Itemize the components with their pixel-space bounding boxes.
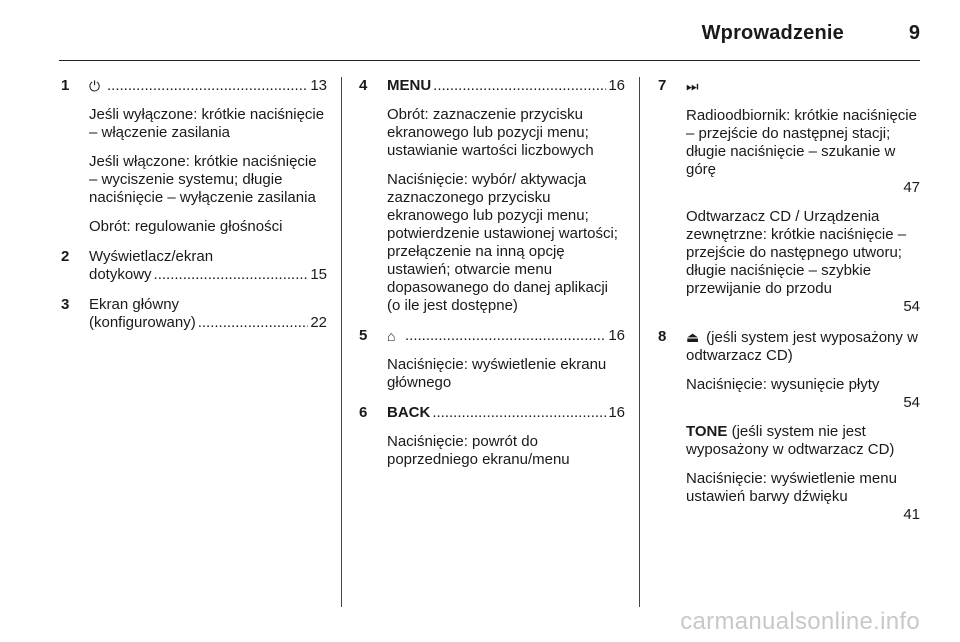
- item-paragraph: [686, 470, 920, 524]
- tone-label: TONE: [686, 423, 728, 440]
- item-paragraph: Naciśnięcie: powrót do poprzedniego ekranu/menu: [387, 433, 570, 468]
- item-text: Ekran główny: [89, 296, 180, 313]
- item-number: 2: [61, 248, 70, 265]
- list-item: [59, 77, 327, 236]
- list-item: [59, 296, 327, 332]
- item-paragraph: [686, 376, 920, 412]
- list-item: [59, 248, 327, 284]
- menu-label: MENU: [387, 77, 432, 94]
- dot-leader: [405, 327, 606, 345]
- home-icon: ⌂: [387, 328, 396, 344]
- list-item: [656, 77, 920, 316]
- list-item: [357, 404, 625, 469]
- item-number: 6: [359, 404, 368, 421]
- item-number: 1: [61, 77, 70, 94]
- page-ref: 16: [608, 77, 625, 94]
- toc-line: [89, 77, 327, 95]
- toc-line: [89, 314, 327, 332]
- page-ref: 54: [903, 394, 920, 411]
- dot-leader: [432, 404, 606, 422]
- next-track-icon: ⏭: [686, 78, 699, 94]
- item-paragraph: Obrót: zaznaczenie przycisku ekranowego lub pozycji menu; ustawianie wartości liczbowych: [387, 106, 594, 159]
- page-ref: 47: [903, 179, 920, 196]
- watermark: carmanualsonline.info: [680, 608, 920, 635]
- dot-leader: [154, 266, 309, 284]
- column-1: [59, 77, 327, 344]
- item-paragraph: [686, 208, 920, 316]
- list-item: [357, 77, 625, 315]
- item-paragraph: Naciśnięcie: wyświetlenie ekranu głównego: [387, 356, 607, 391]
- page-title: Wprowadzenie: [701, 22, 844, 44]
- column-3: [656, 77, 920, 536]
- item-number: 5: [359, 327, 368, 344]
- item-text: (jeśli system nie jest wyposażony w odtwarzacz CD): [686, 423, 895, 458]
- item-text: Naciśnięcie: wysunięcie płyty: [686, 376, 880, 393]
- dot-leader: [198, 314, 309, 332]
- page-ref: 41: [903, 506, 920, 523]
- item-text: Radioodbiornik: krótkie naciśnięcie – przejście do następnej stacji; długie naciśnięcie – szukanie w górę: [686, 107, 917, 178]
- dot-leader: [107, 77, 308, 95]
- item-text: (jeśli system jest wyposażony w odtwarzacz CD): [686, 329, 918, 364]
- back-label: BACK: [387, 404, 431, 421]
- column-divider: [639, 77, 640, 607]
- item-number: 8: [658, 328, 667, 345]
- toc-line: [387, 404, 625, 422]
- page-ref: 54: [903, 298, 920, 315]
- page-ref: 22: [310, 314, 327, 331]
- column-divider: [341, 77, 342, 607]
- header-rule: [59, 60, 920, 61]
- item-text: Wyświetlacz/ekran: [89, 248, 214, 265]
- item-text: dotykowy: [89, 266, 152, 283]
- column-2: [357, 77, 625, 481]
- toc-line: [387, 327, 625, 345]
- item-paragraph: Naciśnięcie: wybór/ aktywacja zaznaczonego przycisku ekranowego lub pozycji menu; potwierdzenie ustawionej wartości; przełączenie na inną opcję ustawień; otwarcie menu dopasowanego do danej aplikacji (o ile jest dostępne): [387, 171, 618, 314]
- item-paragraph: Obrót: regulowanie głośności: [89, 218, 283, 235]
- item-paragraph: Jeśli wyłączone: krótkie naciśnięcie – włączenie zasilania: [89, 106, 325, 141]
- power-icon: ⏻: [89, 78, 101, 94]
- list-item: [357, 327, 625, 392]
- page-ref: 13: [310, 77, 327, 94]
- page-number: 9: [908, 22, 920, 44]
- item-paragraph: Jeśli włączone: krótkie naciśnięcie – wyciszenie systemu; długie naciśnięcie – wyłączenie zasilania: [89, 153, 317, 206]
- page-ref: 16: [608, 327, 625, 344]
- page-ref: 16: [608, 404, 625, 421]
- item-number: 7: [658, 77, 667, 94]
- item-number: 4: [359, 77, 368, 94]
- page-ref: 15: [310, 266, 327, 283]
- list-item: [656, 328, 920, 524]
- item-paragraph: [686, 107, 920, 197]
- item-text: Odtwarzacz CD / Urządzenia zewnętrzne: krótkie naciśnięcie – przejście do następnego utworu; długie naciśnięcie – szybkie przewijanie do przodu: [686, 208, 907, 297]
- dot-leader: [433, 77, 606, 95]
- item-text: Naciśnięcie: wyświetlenie menu ustawień barwy dźwięku: [686, 470, 897, 505]
- eject-icon: ⏏: [686, 329, 700, 345]
- toc-line: [89, 266, 327, 284]
- toc-line: [387, 77, 625, 95]
- item-text: (konfigurowany): [89, 314, 196, 331]
- item-number: 3: [61, 296, 70, 313]
